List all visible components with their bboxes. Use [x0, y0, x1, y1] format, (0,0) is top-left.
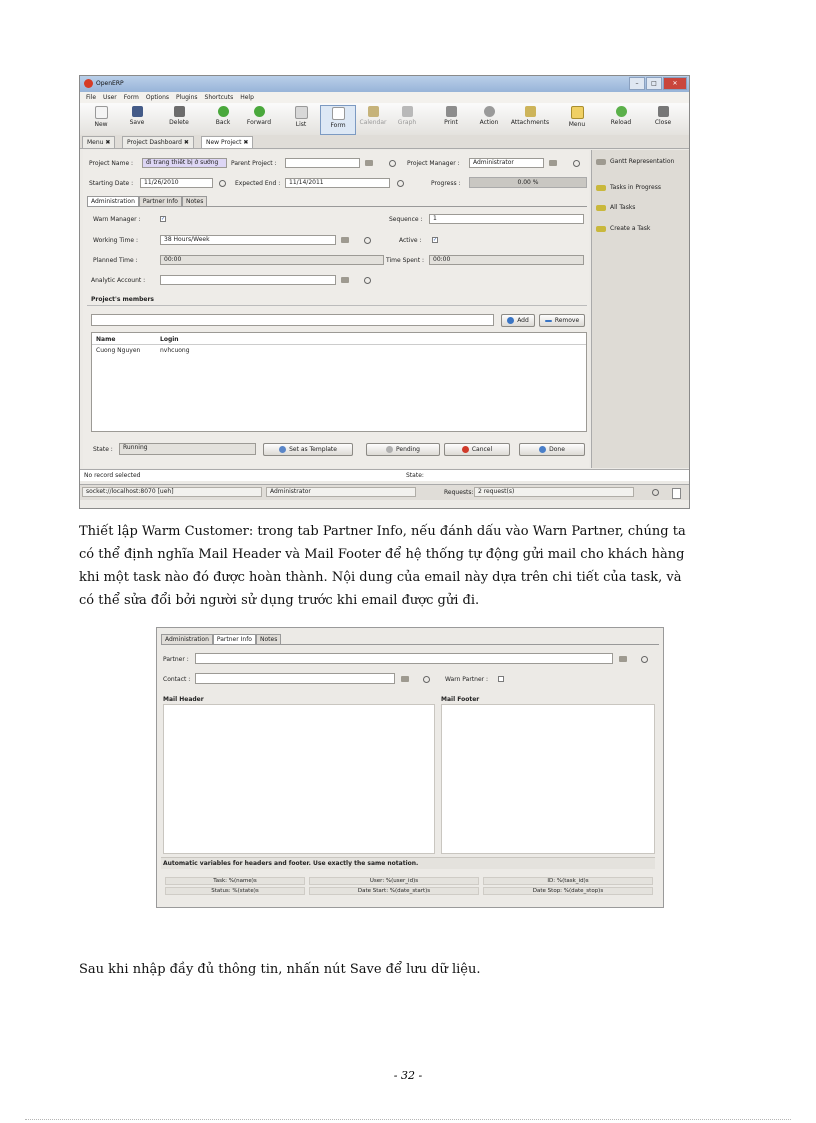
var-id: ID: %(task_id)s — [483, 877, 653, 885]
openerp-project-screenshot — [79, 75, 690, 509]
planned-time-field: 00:00 — [160, 255, 384, 265]
calendar-picker-icon[interactable] — [397, 180, 404, 187]
progress-bar: 0.00 % — [469, 177, 587, 188]
tab-administration[interactable]: Administration — [87, 196, 139, 206]
reload-button[interactable]: Reload — [604, 105, 638, 133]
warn-partner-checkbox[interactable] — [498, 676, 504, 682]
footer-dotted-line — [25, 1119, 791, 1120]
sidebar-item-all-tasks[interactable]: All Tasks — [596, 204, 635, 211]
working-time-field[interactable]: 38 Hours/Week — [160, 235, 336, 245]
search-icon[interactable] — [641, 656, 648, 663]
gantt-icon — [596, 159, 606, 165]
main-tabs — [80, 135, 689, 149]
project-manager-label: Project Manager : — [407, 160, 460, 167]
set-as-template-button[interactable]: Set as Template — [263, 443, 353, 456]
active-checkbox[interactable]: ✓ — [433, 237, 438, 243]
menu-help[interactable]: Help — [240, 94, 254, 101]
list-view-button[interactable]: List — [284, 105, 318, 133]
column-header-name[interactable]: Name — [96, 336, 116, 343]
tab-new-project[interactable]: New Project ✖ — [201, 136, 253, 148]
analytic-account-field[interactable] — [160, 275, 336, 285]
back-button[interactable]: Back — [206, 105, 240, 133]
folder-icon[interactable] — [401, 676, 409, 682]
close-window-button[interactable]: ✕ — [663, 77, 687, 90]
working-time-label: Working Time : — [93, 237, 138, 244]
window-titlebar — [80, 76, 689, 92]
print-button[interactable]: Print — [434, 105, 468, 133]
expected-end-label: Expected End : — [235, 180, 281, 187]
sequence-label: Sequence : — [389, 216, 423, 223]
sidebar-item-tasks-in-progress[interactable]: Tasks in Progress — [596, 184, 661, 191]
menu-shortcuts[interactable]: Shortcuts — [204, 94, 234, 101]
requests-label: Requests: — [444, 489, 474, 496]
plus-icon — [507, 317, 514, 324]
close-button[interactable]: Close — [646, 105, 680, 133]
search-icon[interactable] — [423, 676, 430, 683]
attachments-button[interactable]: Attachments — [508, 105, 552, 133]
gear-icon — [596, 226, 606, 232]
forward-button[interactable]: Forward — [242, 105, 276, 133]
menu-plugins[interactable]: Plugins — [176, 94, 198, 101]
parent-project-label: Parent Project : — [231, 160, 277, 167]
mail-footer-textarea[interactable] — [441, 704, 655, 854]
record-status: No record selected — [84, 472, 141, 479]
graph-view-button[interactable]: Graph — [390, 105, 424, 133]
save-icon — [132, 106, 143, 117]
minimize-button[interactable]: – — [629, 77, 645, 90]
member-name[interactable]: Cuong Nguyen — [96, 347, 141, 354]
printer-icon — [446, 106, 457, 117]
members-list[interactable] — [91, 332, 587, 432]
template-icon — [279, 446, 286, 453]
form-icon — [332, 107, 345, 120]
partner-field[interactable] — [195, 653, 613, 664]
var-status: Status: %(state)s — [165, 887, 305, 895]
project-name-field[interactable]: đi trang thiết bị ở sướng — [142, 158, 227, 168]
tab-partner-info[interactable]: Partner Info — [213, 634, 256, 644]
auto-vars-bar — [161, 857, 655, 869]
tab-menu[interactable]: Menu ✖ — [82, 136, 115, 148]
search-icon[interactable] — [364, 277, 371, 284]
analytic-account-label: Analytic Account : — [91, 277, 146, 284]
cancel-button[interactable]: Cancel — [444, 443, 510, 456]
folder-icon[interactable] — [341, 277, 349, 283]
list-icon — [295, 106, 308, 119]
partner-label: Partner : — [163, 656, 189, 663]
reload-icon — [616, 106, 627, 117]
window-controls — [629, 77, 687, 89]
window-title: OpenERP — [96, 80, 124, 87]
delete-button[interactable]: Delete — [162, 105, 196, 133]
calendar-view-button[interactable]: Calendar — [356, 105, 390, 133]
notebook-tabs — [161, 634, 281, 644]
var-task: Task: %(name)s — [165, 877, 305, 885]
progress-label: Progress : — [431, 180, 461, 187]
project-form — [83, 150, 589, 468]
sidebar-item-gantt[interactable]: Gantt Representation — [596, 158, 674, 165]
members-search-input[interactable] — [91, 314, 494, 326]
menu-user[interactable]: User — [103, 94, 117, 101]
openerp-logo-icon — [84, 79, 93, 88]
members-section-title: Project's members — [91, 296, 154, 303]
warn-manager-checkbox[interactable]: ✓ — [161, 216, 166, 222]
tab-project-dashboard[interactable]: Project Dashboard ✖ — [122, 136, 194, 148]
page-number: - 32 - — [393, 1069, 423, 1082]
trash-icon — [174, 106, 185, 117]
folder-icon[interactable] — [619, 656, 627, 662]
folder-icon[interactable] — [365, 160, 373, 166]
contact-field[interactable] — [195, 673, 395, 684]
mail-header-label: Mail Header — [163, 696, 204, 703]
gear-icon — [596, 185, 606, 191]
var-date-stop: Date Stop: %(date_stop)s — [483, 887, 653, 895]
tab-notes[interactable]: Notes — [182, 196, 207, 206]
new-button[interactable]: New — [84, 105, 118, 133]
starting-date-field[interactable]: 11/26/2010 — [140, 178, 213, 188]
planned-time-label: Planned Time : — [93, 257, 138, 264]
pending-button[interactable]: Pending — [366, 443, 440, 456]
search-icon[interactable] — [389, 160, 396, 167]
sidebar-item-create-task[interactable]: Create a Task — [596, 225, 650, 232]
body-paragraph-2: Sau khi nhập đầy đủ thông tin, nhấn nút Save để lưu dữ liệu. — [79, 962, 481, 977]
requests-value[interactable]: 2 request(s) — [474, 487, 634, 497]
mail-footer-label: Mail Footer — [441, 696, 480, 703]
var-user: User: %(user_id)s — [309, 877, 479, 885]
contact-label: Contact : — [163, 676, 191, 683]
tab-partner-info[interactable]: Partner Info — [139, 196, 182, 206]
calendar-icon — [368, 106, 379, 117]
menubar — [80, 92, 689, 103]
cancel-icon — [462, 446, 469, 453]
auto-vars-title: Automatic variables for headers and footer. Use exactly the same notation. — [163, 860, 419, 867]
gear-icon — [596, 205, 606, 211]
state-label: State : — [93, 446, 113, 453]
tab-administration[interactable]: Administration — [161, 634, 213, 644]
add-member-button[interactable]: Add — [501, 314, 535, 327]
form-view-button[interactable]: Form — [320, 105, 356, 135]
member-login[interactable]: nvhcuong — [160, 347, 190, 354]
calendar-picker-icon[interactable] — [219, 180, 226, 187]
body-paragraph-1: Thiết lập Warm Customer: trong tab Partner Info, nếu đánh dấu vào Warn Partner, chúng ta có thể định nghĩa Mail Header và Mail Footer để hệ thống tự động gửi mail cho khách hàng khi một task nào đó được hoàn thành. Nội dung của email này dựa trên chi tiết của task, và có thể sửa đổi bởi người sử dụng trước khi email được gửi đi. — [79, 524, 686, 608]
parent-project-field[interactable] — [285, 158, 360, 168]
mail-header-textarea[interactable] — [163, 704, 435, 854]
paperclip-icon — [525, 106, 536, 117]
menu-options[interactable]: Options — [145, 94, 170, 101]
search-icon[interactable] — [364, 237, 371, 244]
time-spent-field: 00:00 — [429, 255, 584, 265]
remove-member-button[interactable]: Remove — [539, 314, 585, 327]
maximize-button[interactable]: □ — [646, 77, 662, 90]
tab-divider — [161, 644, 659, 645]
done-button[interactable]: Done — [519, 443, 585, 456]
menu-file[interactable]: File — [86, 94, 97, 101]
starting-date-label: Starting Date : — [89, 180, 134, 187]
section-divider — [87, 305, 587, 306]
request-icon[interactable] — [672, 488, 681, 499]
partner-info-screenshot — [156, 627, 664, 908]
connection-bar — [80, 484, 689, 500]
current-user: Administrator — [266, 487, 416, 497]
state-status: State: — [406, 472, 424, 479]
sidebar — [591, 150, 690, 468]
pause-icon — [386, 446, 393, 453]
project-name-label: Project Name : — [89, 160, 134, 167]
graph-icon — [402, 106, 413, 117]
time-spent-label: Time Spent : — [386, 257, 424, 264]
search-requests-icon[interactable] — [652, 489, 659, 496]
expected-end-field[interactable]: 11/14/2011 — [285, 178, 390, 188]
minus-icon — [545, 320, 552, 322]
save-button[interactable]: Save — [120, 105, 154, 133]
folder-icon[interactable] — [549, 160, 557, 166]
project-manager-field[interactable]: Administrator — [469, 158, 544, 168]
tab-notes[interactable]: Notes — [256, 634, 281, 644]
arrow-left-icon — [218, 106, 229, 117]
menu-button[interactable]: Menu — [560, 105, 594, 133]
search-icon[interactable] — [573, 160, 580, 167]
arrow-right-icon — [254, 106, 265, 117]
notebook-tabs — [87, 196, 207, 206]
column-header-login[interactable]: Login — [160, 336, 179, 343]
server-url: socket://localhost:8070 [ueh] — [82, 487, 262, 497]
folder-icon[interactable] — [341, 237, 349, 243]
warn-partner-label: Warn Partner : — [445, 676, 489, 683]
toolbar — [80, 103, 689, 136]
new-icon — [95, 106, 108, 119]
state-field: Running — [119, 443, 256, 455]
action-button[interactable]: Action — [472, 105, 506, 133]
menu-form[interactable]: Form — [123, 94, 139, 101]
tab-divider — [87, 206, 587, 207]
warn-manager-label: Warn Manager : — [93, 216, 141, 223]
sequence-field[interactable]: 1 — [429, 214, 584, 224]
record-statusbar — [80, 469, 689, 481]
active-label: Active : — [399, 237, 422, 244]
gear-icon — [484, 106, 495, 117]
var-date-start: Date Start: %(date_start)s — [309, 887, 479, 895]
header-divider — [92, 344, 586, 345]
done-icon — [539, 446, 546, 453]
close-icon — [658, 106, 669, 117]
menu-icon — [571, 106, 584, 119]
